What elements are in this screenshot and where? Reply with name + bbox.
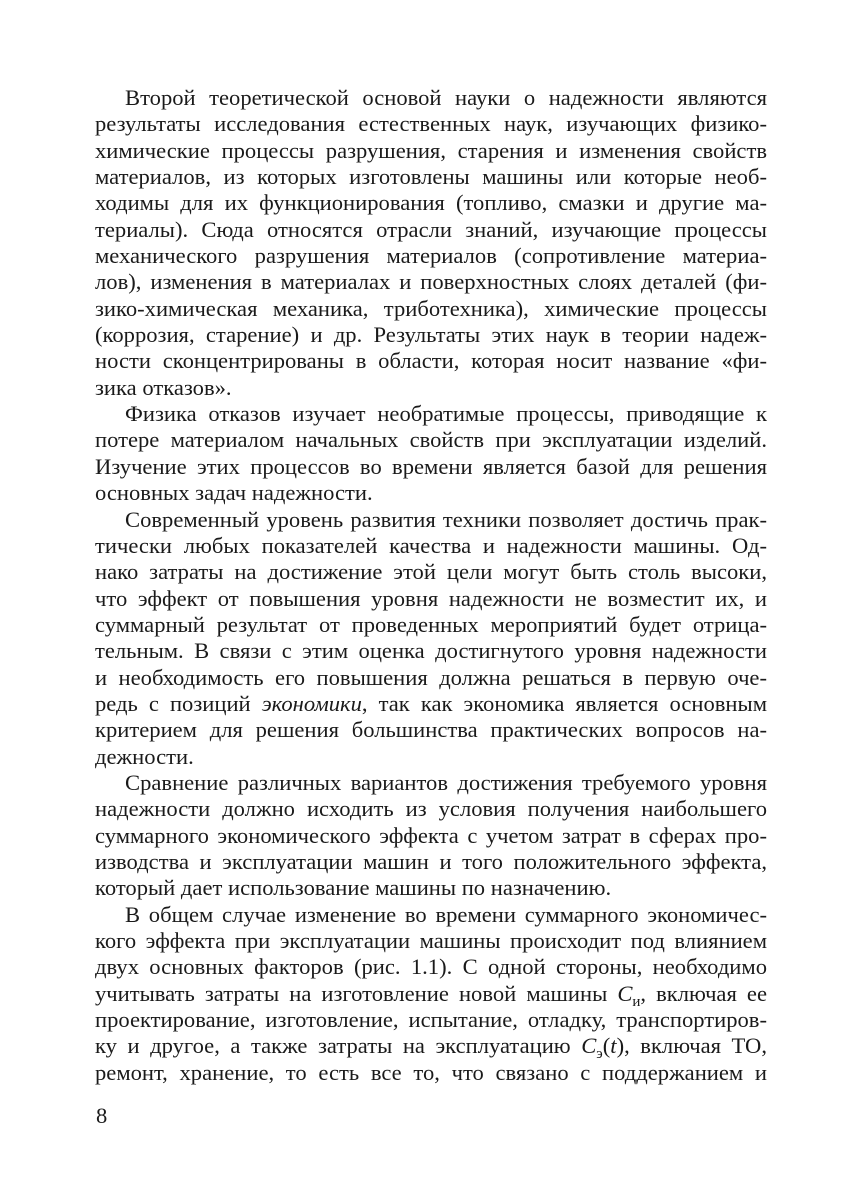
formula-symbol: C: [581, 1033, 597, 1059]
text-line: лов), изменения в материалах и поверхностных слоях деталей (фи-: [95, 269, 767, 295]
text-line: ремонт, хранение, то есть все то, что связано с поддержанием и: [95, 1059, 767, 1085]
text-line-with-emphasis: [95, 691, 767, 717]
text-fragment: учитывать затраты на изготовление новой машины: [95, 980, 618, 1006]
text-line: критерием для решения большинства практических вопросов на-: [95, 717, 767, 743]
formula-paren: (: [602, 1033, 611, 1059]
text-line: териалы). Сюда относятся отрасли знаний, изучающие процессы: [95, 216, 767, 242]
page-number: 8: [96, 1103, 108, 1128]
text-fragment: ку и другое, а также затраты на эксплуатацию: [95, 1033, 582, 1059]
text-line: Второй теоретической основой науки о надежности являются: [125, 85, 767, 110]
text-line: и необходимость его повышения должна решаться в первую оче-: [95, 664, 767, 690]
text-line: зико-химическая механика, триботехника), химические процессы: [95, 295, 767, 321]
body-text: [95, 85, 767, 1086]
text-line: Современный уровень развития техники позволяет достичь прак-: [125, 506, 767, 532]
text-line: зика отказов».: [95, 374, 232, 400]
text-line: ности сконцентрированы в области, которая носит название «фи-: [95, 348, 767, 374]
formula-subscript: и: [632, 993, 641, 1010]
text-line: надежности должно исходить из условия получения наибольшего: [95, 796, 767, 822]
formula-paren: ): [616, 1033, 625, 1059]
text-line: Изучение этих процессов во времени является базой для решения: [95, 453, 767, 479]
text-line: материалов, из которых изготовлены машины или которые необ-: [95, 164, 767, 190]
text-line: что эффект от повышения уровня надежности не возместит их, и: [95, 585, 767, 611]
text-fragment: , так как экономика является основным: [361, 690, 767, 716]
text-line: Физика отказов изучает необратимые процессы, приводящие к: [125, 401, 767, 427]
text-line: потере материалом начальных свойств при эксплуатации изделий.: [95, 427, 767, 453]
text-line: (коррозия, старение) и др. Результаты этих наук в теории надеж-: [95, 322, 767, 348]
text-line: проектирование, изготовление, испытание, отладку, транспортиров-: [95, 1007, 767, 1033]
text-line: В общем случае изменение во времени суммарного экономичес-: [125, 901, 767, 927]
text-line: кого эффекта при эксплуатации машины происходит под влиянием: [95, 928, 767, 953]
formula-subscript: э: [596, 1046, 603, 1063]
text-line: дежности.: [95, 743, 194, 769]
text-line: ходимы для их функционирования (топливо, смазки и другие ма-: [95, 190, 767, 216]
text-fragment: , включая ТО,: [624, 1033, 768, 1059]
formula-symbol: C: [617, 980, 633, 1006]
text-line: двух основных факторов (рис. 1.1). С одной стороны, необходимо: [95, 954, 767, 980]
text-line: который дает использование машины по назначению.: [95, 875, 612, 901]
text-line: тически любых показателей качества и надежности машины. Од-: [95, 532, 767, 558]
text-line: механического разрушения материалов (сопротивление материа-: [95, 243, 767, 269]
formula-argument: t: [610, 1033, 617, 1059]
text-line: суммарный результат от проведенных мероприятий будет отрица-: [95, 611, 767, 637]
emphasis-text: экономики: [261, 690, 362, 716]
text-line: нако затраты на достижение этой цели могут быть столь высоки,: [95, 559, 767, 585]
text-line: химические процессы разрушения, старения и изменения свойств: [95, 137, 767, 163]
text-line-with-formula: [95, 980, 767, 1010]
text-line: тельным. В связи с этим оценка достигнутого уровня надежности: [95, 638, 767, 664]
text-fragment: , включая ее: [640, 980, 767, 1006]
text-line: результаты исследования естественных наук, изучающих физико-: [95, 111, 767, 137]
text-fragment: редь с позиций: [95, 690, 262, 716]
text-line-with-formula: [95, 1033, 768, 1063]
text-line: суммарного экономического эффекта с учетом затрат в сферах про-: [95, 822, 767, 848]
text-line: Сравнение различных вариантов достижения требуемого уровня: [125, 769, 767, 795]
text-line: основных задач надежности.: [95, 480, 373, 506]
text-line: изводства и эксплуатации машин и того положительного эффекта,: [95, 848, 767, 874]
